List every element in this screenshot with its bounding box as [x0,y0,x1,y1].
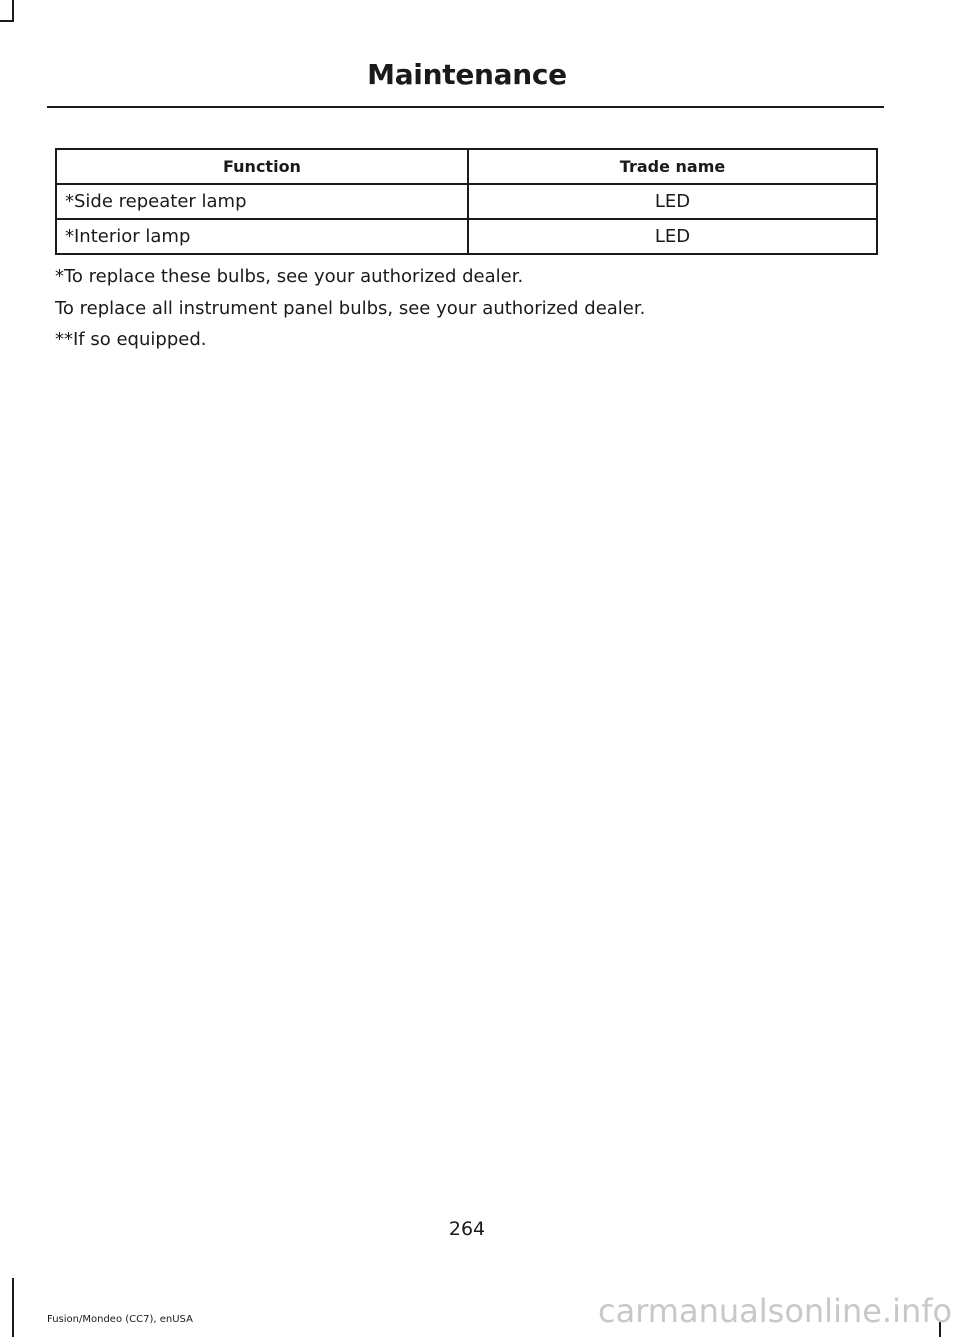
crop-mark-top-left-horizontal [0,20,14,22]
table-header-row [56,149,877,184]
note-instrument-panel: To replace all instrument panel bulbs, see your authorized dealer. [55,298,646,319]
table-cell-function: *Interior lamp [56,219,468,254]
document-reference: Fusion/Mondeo (CC7), enUSA [47,1314,193,1325]
title-divider [47,106,884,108]
column-header-function: Function [56,149,468,184]
table-row [56,219,877,254]
footnote-if-equipped: **If so equipped. [55,329,207,350]
footnote-dealer-replace: *To replace these bulbs, see your authorized dealer. [55,266,524,287]
table-row [56,184,877,219]
bulb-table [55,148,878,255]
page-title: Maintenance [367,58,567,91]
table-cell-trade-name: LED [468,184,877,219]
crop-mark-bottom-left-vertical [12,1278,14,1337]
crop-mark-top-left-vertical [12,0,14,22]
page-number: 264 [448,1218,486,1240]
table-cell-trade-name: LED [468,219,877,254]
table-cell-function: *Side repeater lamp [56,184,468,219]
watermark: carmanualsonline.info [598,1292,953,1330]
column-header-trade-name: Trade name [468,149,877,184]
